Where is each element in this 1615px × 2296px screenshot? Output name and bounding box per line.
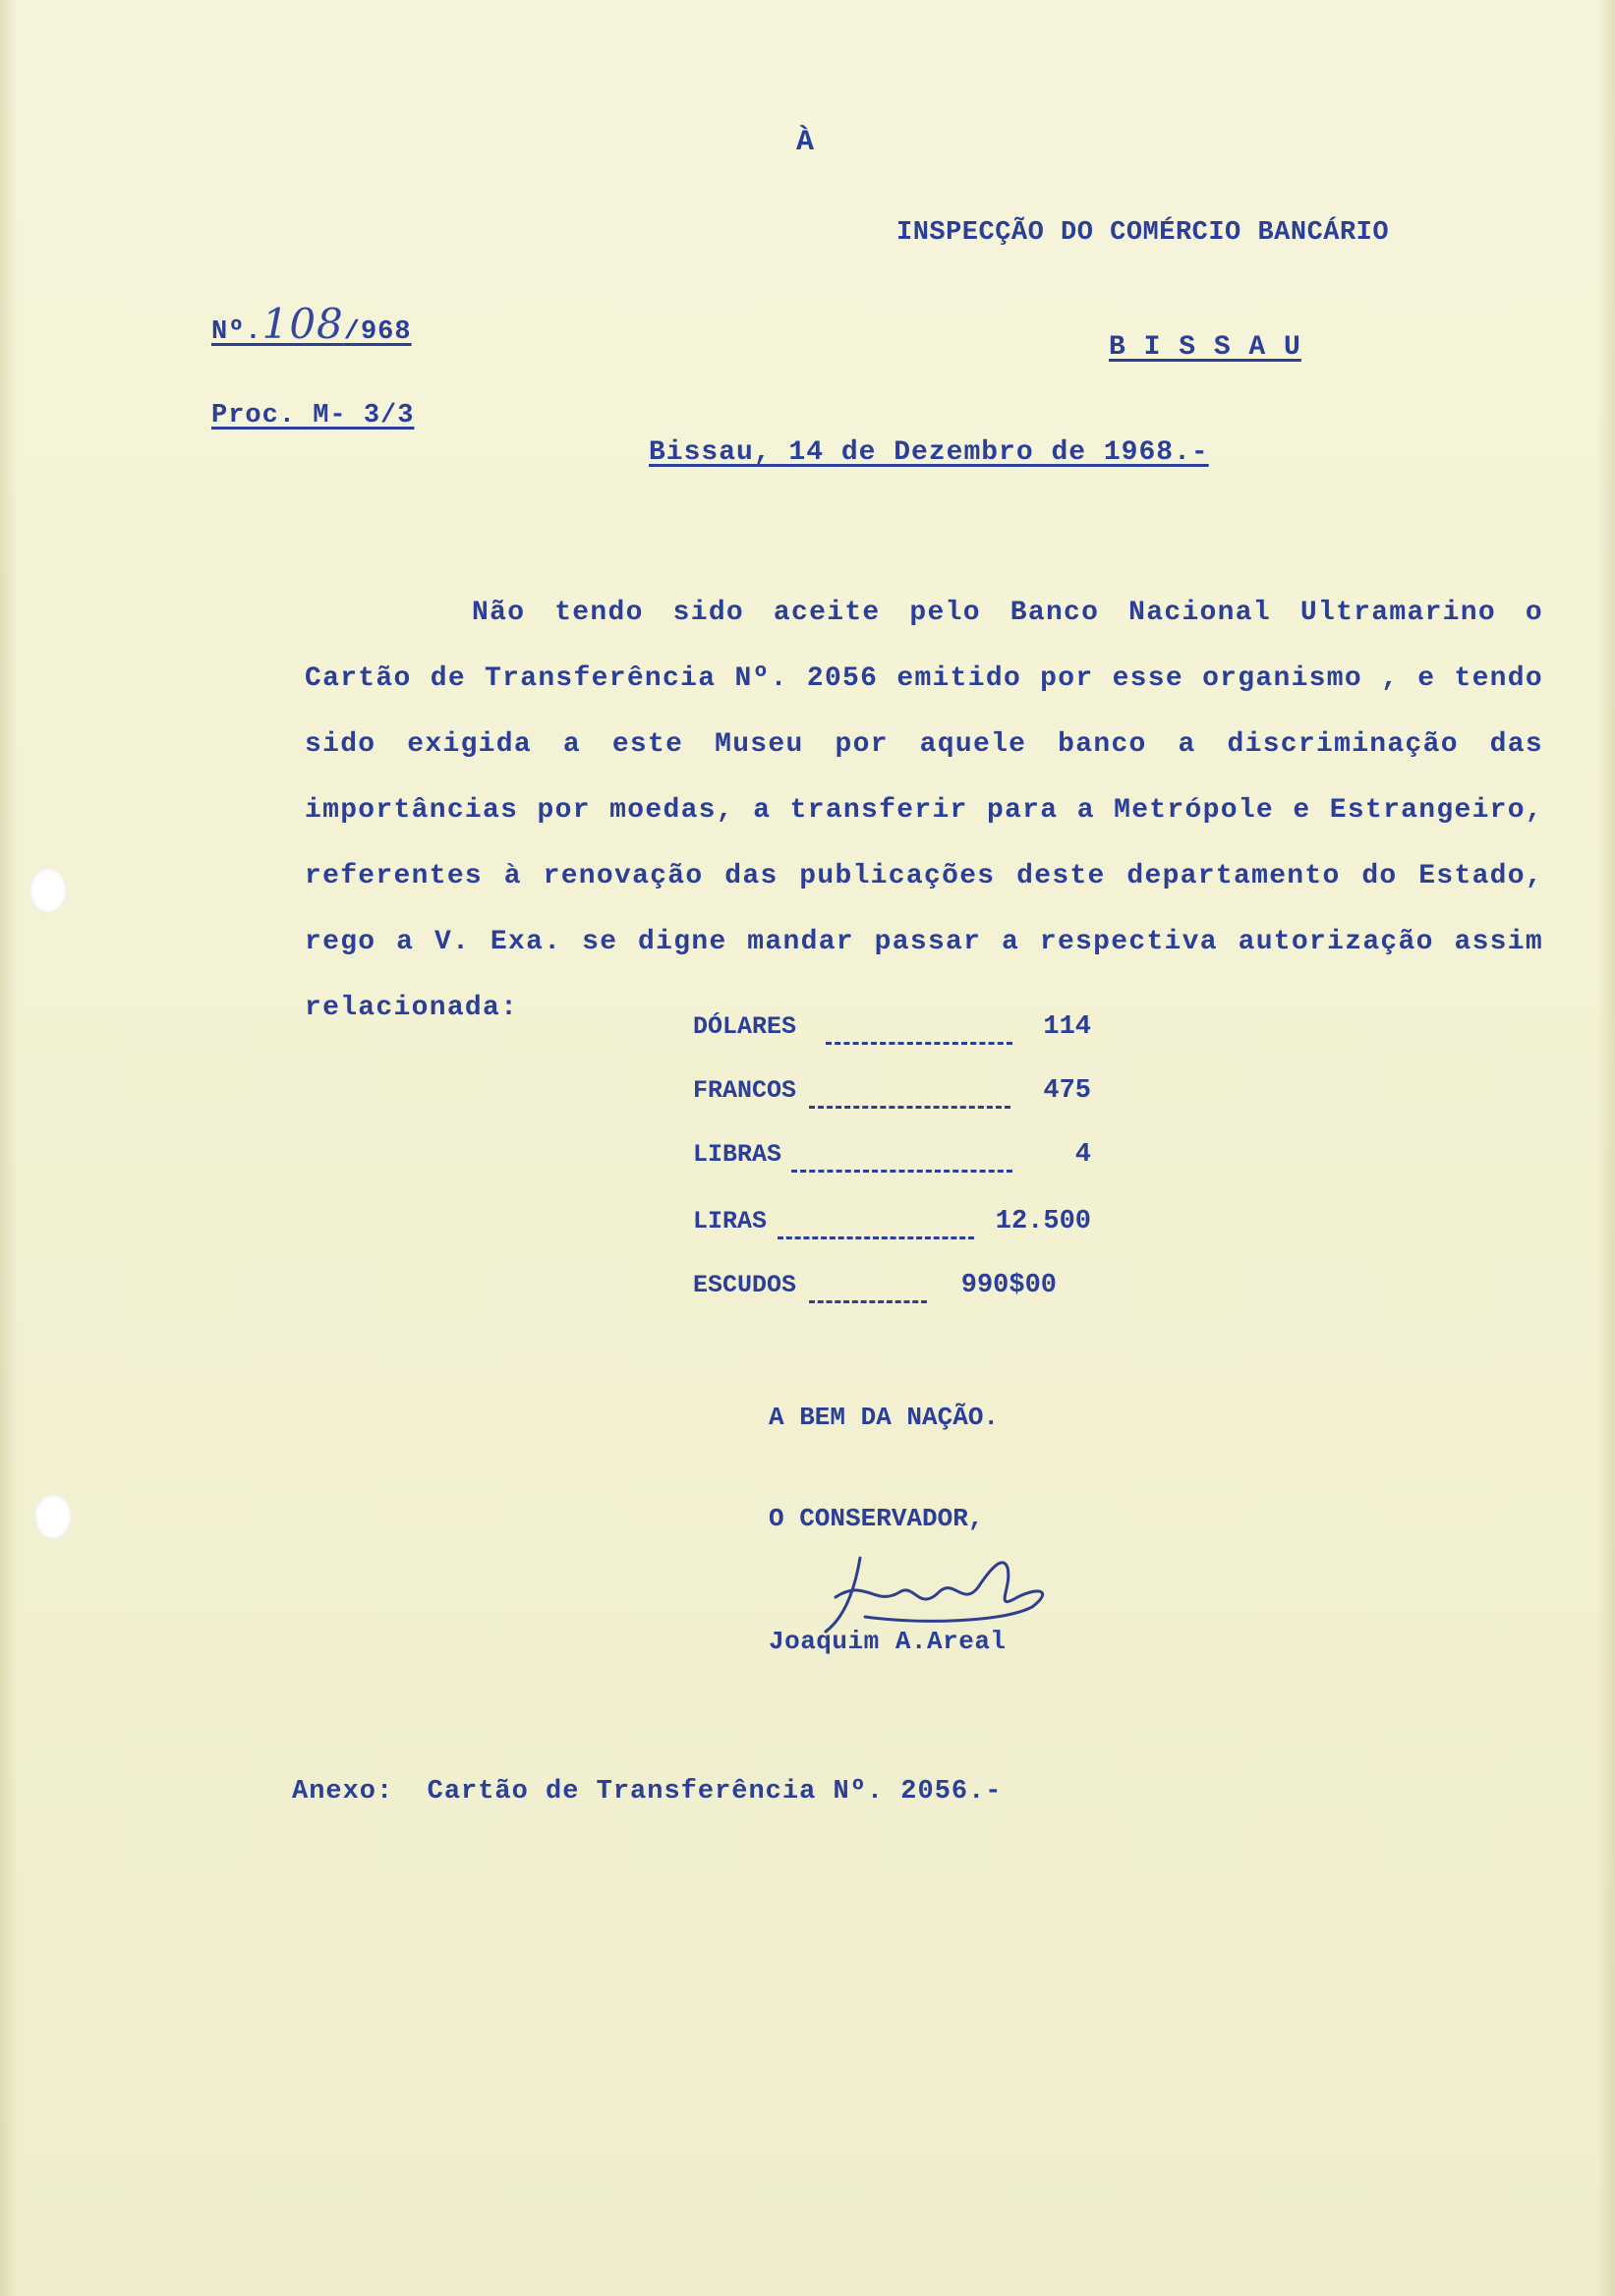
currency-value: 114: [1043, 1012, 1091, 1042]
signatory-role: O CONSERVADOR,: [769, 1504, 984, 1533]
currency-row-dolares: [693, 1012, 1106, 1052]
leader-line: [826, 1042, 1012, 1045]
currency-value: 12.500: [995, 1207, 1091, 1236]
currency-name: LIBRAS: [693, 1140, 782, 1169]
reference-number: [211, 300, 412, 348]
punch-hole-top: [29, 868, 67, 913]
leader-line: [791, 1170, 1012, 1173]
currency-row-libras: [693, 1140, 1106, 1179]
city-heading: B I S S A U: [1109, 332, 1301, 363]
currency-name: ESCUDOS: [693, 1271, 797, 1299]
reference-number-handwritten: 108: [261, 300, 344, 348]
signatory-name: Joaquim A.Areal: [769, 1627, 1007, 1656]
salutation: A BEM DA NAÇÃO.: [769, 1403, 1000, 1432]
left-page-edge: [0, 0, 18, 2296]
currency-row-liras: [693, 1207, 1106, 1246]
header-mark: À: [796, 126, 816, 159]
recipient-title: INSPECÇÃO DO COMÉRCIO BANCÁRIO: [896, 218, 1390, 248]
letter-body: [305, 580, 1543, 1041]
currency-row-francos: [693, 1076, 1106, 1116]
annex-line: [292, 1777, 1003, 1807]
body-paragraph: Não tendo sido aceite pelo Banco Nacional Ultramarino o Cartão de Transferência Nº. 2056 emitido por esse organismo , e tendo sido exigida a este Museu por aquele banco a discriminação das importâncias por moedas, a transferir para a Metrópole e Estrangeiro, referentes à renovação das publicações deste departamento do Estado, rego a V. Exa. se digne mandar passar a respectiva autorização assim relacionada:: [305, 598, 1543, 1023]
leader-line: [809, 1300, 927, 1303]
right-page-edge: [1597, 0, 1615, 2296]
punch-hole-bottom: [34, 1494, 72, 1539]
currency-value: 475: [1043, 1076, 1091, 1106]
reference-number-label: Nº.: [211, 317, 262, 347]
reference-number-year: /968: [343, 317, 412, 347]
annex-text: Cartão de Transferência Nº. 2056.-: [427, 1777, 1003, 1807]
leader-line: [778, 1236, 974, 1239]
date-line: Bissau, 14 de Dezembro de 1968.-: [649, 437, 1209, 468]
currency-value: 4: [1074, 1140, 1091, 1170]
currency-row-escudos: [693, 1271, 1106, 1310]
annex-label: Anexo:: [292, 1777, 394, 1807]
currency-name: FRANCOS: [693, 1076, 797, 1105]
leader-line: [809, 1106, 1010, 1109]
process-reference: Proc. M- 3/3: [211, 401, 415, 430]
currency-name: DÓLARES: [693, 1012, 797, 1041]
currency-value: 990$00: [960, 1271, 1057, 1300]
currency-name: LIRAS: [693, 1207, 768, 1235]
